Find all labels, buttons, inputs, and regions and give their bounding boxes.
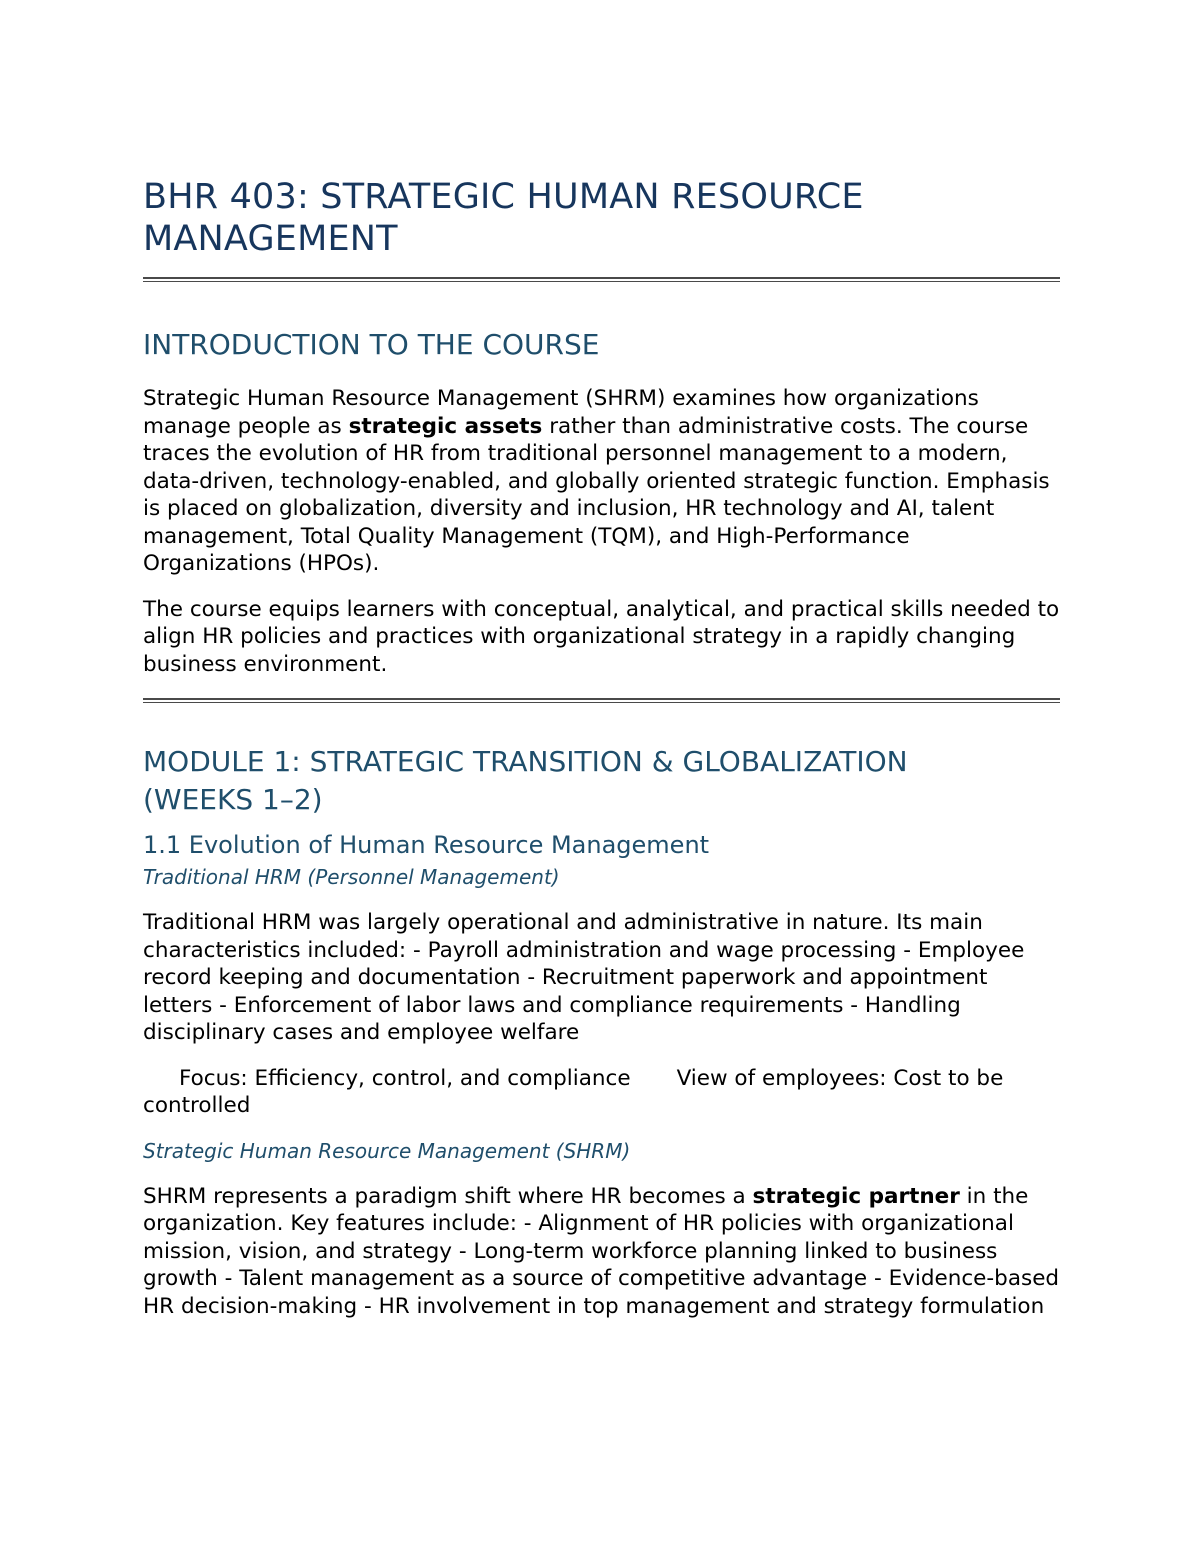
- intro-paragraph-1: [143, 385, 1060, 578]
- traditional-hrm-body: Traditional HRM was largely operational and administrative in nature. Its main characteristics included: - Payroll administration and wage processing - Employee record keeping and documentation - Recruitment paperwork and appointment letters - Enforcement of labor laws and compliance requirements - Handling disciplinary cases and employee welfare: [143, 910, 1025, 1045]
- traditional-view: View of employees: Cost to be controlled: [143, 1065, 1004, 1118]
- document-page: [143, 176, 1060, 1320]
- shrm-body-text-a: SHRM represents a paradigm shift where HR becomes a: [143, 1183, 753, 1209]
- title-divider: [143, 277, 1060, 282]
- module-1-heading-line-2: (WEEKS 1–2): [143, 783, 323, 816]
- shrm-body-bold: strategic partner: [752, 1183, 960, 1209]
- intro-heading: INTRODUCTION TO THE COURSE: [143, 328, 600, 361]
- section-1-1-heading: 1.1 Evolution of Human Resource Management: [143, 831, 710, 859]
- intro-divider: [143, 698, 1060, 703]
- intro-p1-bold: strategic assets: [348, 413, 543, 439]
- shrm-body: [143, 1183, 1060, 1321]
- title-line-1: BHR 403: STRATEGIC HUMAN RESOURCE: [143, 177, 864, 217]
- shrm-body-text-b: in the organization. Key features include: - Alignment of HR policies with organizational mission, vision, and strategy - Long-term workforce planning linked to business growth - Talent management as a source of competitive advantage - Evidence-based HR decision-making - HR involvement in top management and strategy formulation: [143, 1183, 1060, 1319]
- traditional-focus-line: [143, 1065, 1060, 1120]
- module-1-heading-line-1: MODULE 1: STRATEGIC TRANSITION & GLOBALIZATION: [143, 745, 908, 778]
- intro-paragraph-2: The course equips learners with conceptual, analytical, and practical skills needed to align HR policies and practices with organizational strategy in a rapidly changing business environment.: [143, 596, 1060, 677]
- intro-p1-text-a: Strategic Human Resource Management (SHRM) examines how organizations manage people as: [143, 386, 979, 439]
- document-title: [143, 176, 1060, 260]
- module-1-heading: [143, 743, 1060, 819]
- traditional-hrm-heading: Traditional HRM (Personnel Management): [143, 865, 560, 889]
- title-line-2: MANAGEMENT: [143, 219, 398, 259]
- shrm-heading: Strategic Human Resource Management (SHRM): [143, 1138, 631, 1163]
- intro-p1-text-b: rather than administrative costs. The course traces the evolution of HR from traditional personnel management to a modern, data-driven, technology-enabled, and globally oriented strategic function. Emphasis is placed on globalization, diversity and inclusion, HR technology and AI, talent management, Total Quality Management (TQM), and High-Performance Organizations (HPOs).: [143, 413, 1050, 576]
- traditional-focus: Focus: Efficiency, control, and compliance: [179, 1065, 631, 1091]
